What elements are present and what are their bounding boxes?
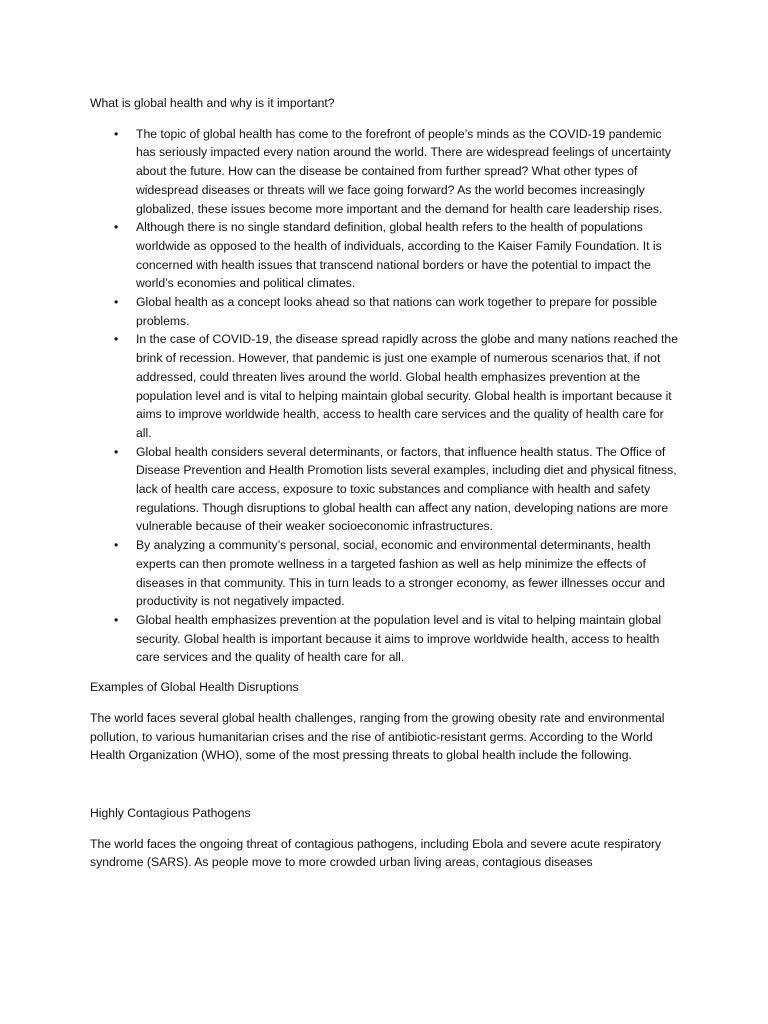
document-body [90,94,682,872]
pathogens-heading: Highly Contagious Pathogens [90,805,251,820]
bullet-icon: • [114,295,119,310]
examples-heading: Examples of Global Health Disruptions [90,680,299,695]
bullet-icon: • [114,220,119,235]
bullet-text: Global health emphasizes prevention at the population level and is vital to helping maintain global security. Global health is important because it aims to improve worldwide health, access to health care services and the quality of health care for all. [136,612,662,665]
bullet-list [90,125,682,667]
list-item [90,536,682,611]
bullet-text: The topic of global health has come to the forefront of people’s minds as the COVID-19 pandemic has seriously impacted every nation around the world. There are widespread feelings of uncertainty about the future. How can the disease be contained from further spread? What other types of widespread diseases or threats will we face going forward? As the world becomes increasingly globalized, these issues become more important and the demand for health care leadership rises. [136,126,671,216]
question-heading: What is global health and why is it important? [90,96,335,110]
pathogens-paragraph: The world faces the ongoing threat of contagious pathogens, including Ebola and severe acute respiratory syndrome (SARS). As people move to more crowded urban living areas, contagious diseases [90,836,662,870]
bullet-icon: • [114,332,119,347]
bullet-text: Global health considers several determinants, or factors, that influence health status. The Office of Disease Prevention and Health Promotion lists several examples, including diet and physical fitness, lack of health care access, exposure to toxic substances and compliance with health and safety regulations. Though disruptions to global health can affect any nation, developing nations are more vulnerable because of their weaker socioeconomic infrastructures. [136,444,677,534]
list-item [90,611,682,667]
bullet-icon: • [114,538,119,553]
list-item [90,330,682,442]
bullet-icon: • [114,126,119,141]
list-item [90,293,682,330]
bullet-text: In the case of COVID-19, the disease spread rapidly across the globe and many nations reached the brink of recession. However, that pandemic is just one example of numerous scenarios that, if not addressed, could threaten lives around the world. Global health emphasizes prevention at the population level and is vital to helping maintain global security. Global health is important because it aims to improve worldwide health, access to health care services and the quality of health care for all. [136,332,678,440]
bullet-icon: • [114,444,119,459]
bullet-text: By analyzing a community’s personal, social, economic and environmental determinants, health experts can then promote wellness in a targeted fashion as well as help minimize the effects of diseases in that community. This in turn leads to a stronger economy, as fewer illnesses occur and productivity is not negatively impacted. [136,538,666,609]
bullet-text: Global health as a concept looks ahead so that nations can work together to prepare for possible problems. [136,295,658,328]
bullet-icon: • [114,612,119,627]
list-item [90,125,682,219]
list-item [90,443,682,537]
list-item [90,218,682,293]
examples-paragraph: The world faces several global health challenges, ranging from the growing obesity rate and environmental pollution, to various humanitarian crises and the rise of antibiotic-resistant germs. According to the World Health Organization (WHO), some of the most pressing threats to global health include the following. [90,710,665,763]
bullet-text: Although there is no single standard definition, global health refers to the health of populations worldwide as opposed to the health of individuals, according to the Kaiser Family Foundation. It is concerned with health issues that transcend national borders or have the potential to impact the world’s economies and political climates. [136,220,662,291]
